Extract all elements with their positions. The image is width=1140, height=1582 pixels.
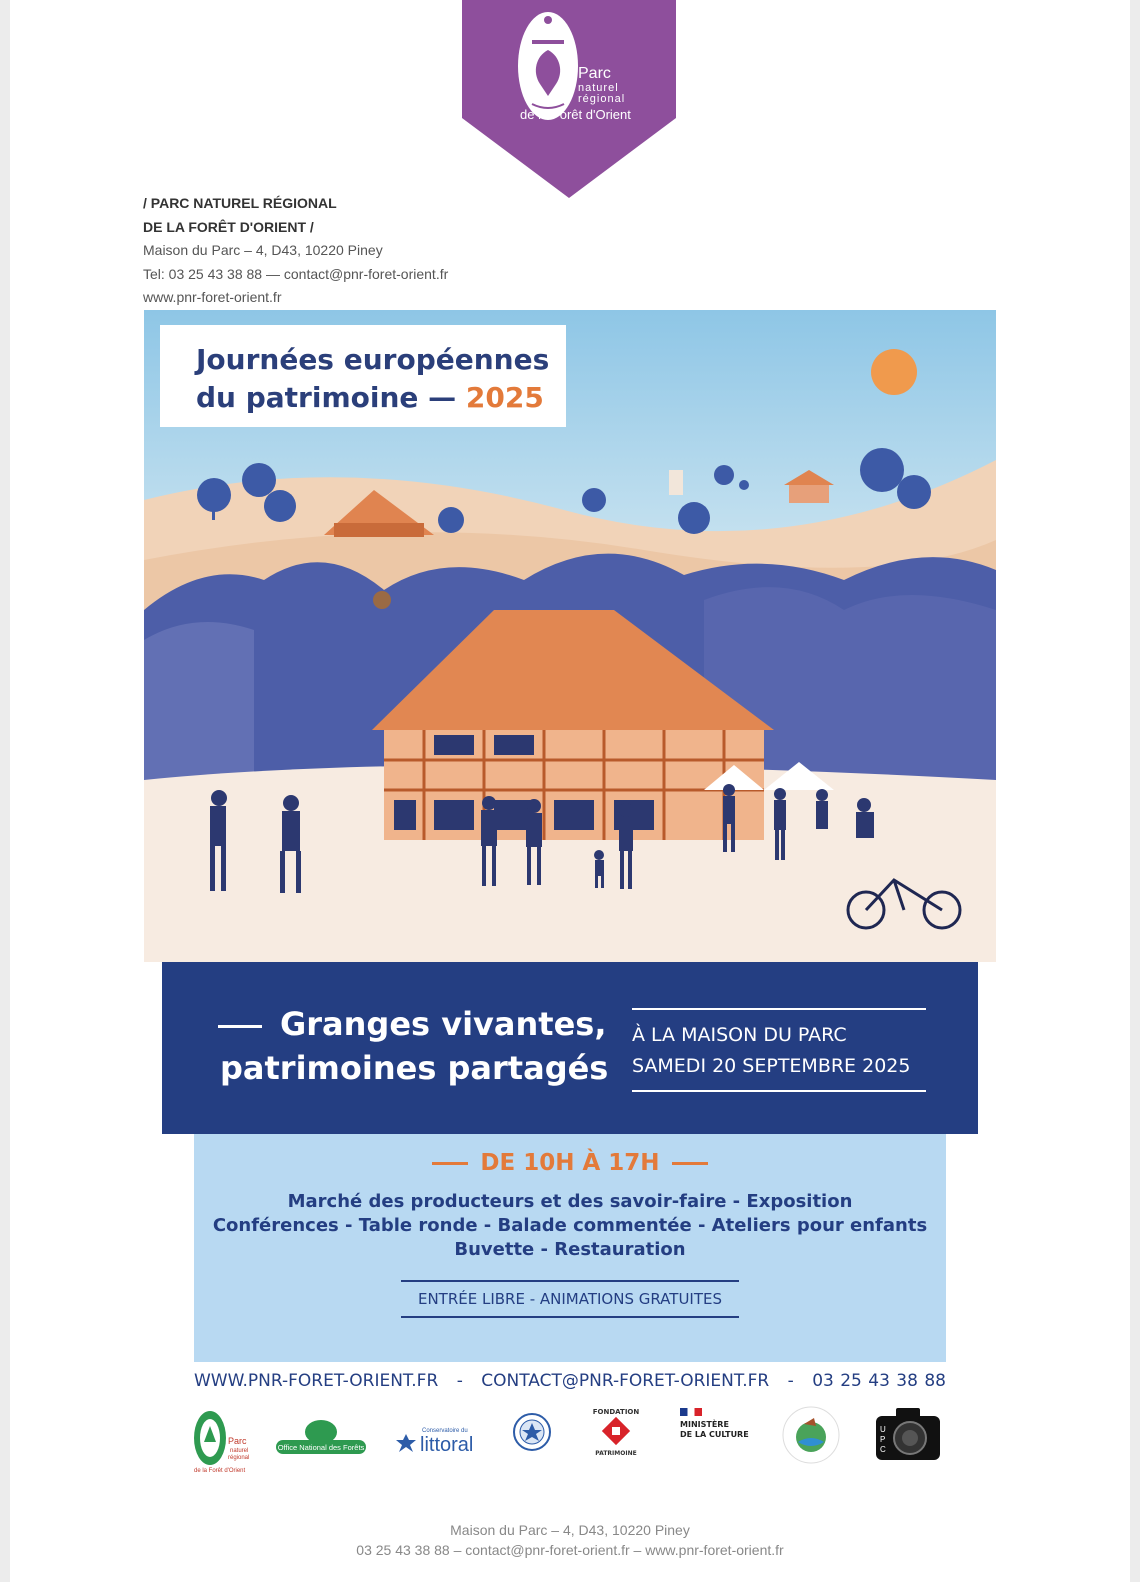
event-venue-date [632, 1008, 926, 1092]
event-theme-band [162, 962, 978, 1134]
poster-title-year: 2025 [465, 381, 544, 414]
ministere-culture-logo [680, 1408, 760, 1462]
fondation-icon [601, 1416, 631, 1446]
badge-line-4: de la Forêt d'Orient [520, 106, 631, 122]
sender-address [143, 192, 448, 310]
badge-line-1: Parc [578, 65, 611, 82]
svg-text:naturel: naturel [230, 1448, 249, 1454]
poster-title-box [160, 325, 566, 427]
poster-title-line-2-text: du patrimoine — [196, 381, 466, 414]
park-logo-badge [462, 0, 676, 200]
fondation-patrimoine-logo [588, 1408, 644, 1464]
parc-logo [194, 1410, 254, 1476]
org-name-line-1: / PARC NATUREL RÉGIONAL [143, 195, 337, 211]
ministere-line-2: DE LA CULTURE [680, 1430, 749, 1439]
event-theme-line-2: patrimoines partagés [220, 1049, 609, 1087]
poster-title-line-1: Journées européennes [196, 343, 550, 376]
camera-icon [874, 1406, 942, 1462]
french-flag-icon [680, 1408, 702, 1416]
dash-decoration-right [672, 1162, 708, 1165]
svg-text:de la Forêt d'Orient: de la Forêt d'Orient [194, 1468, 246, 1474]
littoral-logo [396, 1420, 492, 1460]
website-link[interactable]: www.pnr-foret-orient.fr [143, 289, 282, 305]
svg-text:Parc: Parc [228, 1436, 247, 1446]
badge-line-3: régional [578, 93, 626, 106]
contact-separator: - [456, 1371, 463, 1391]
contact-line [0, 1371, 1140, 1391]
poster-title-line-2 [196, 379, 566, 417]
event-poster-illustration [144, 310, 996, 962]
footer-address: Maison du Parc – 4, D43, 10220 Piney [450, 1522, 690, 1538]
dash-decoration-left [432, 1162, 468, 1165]
footer-contact: 03 25 43 38 88 – contact@pnr-foret-orient.fr – www.pnr-foret-orient.fr [356, 1542, 784, 1558]
seal-icon [512, 1412, 552, 1452]
activities-line-1: Marché des producteurs et des savoir-faire - Exposition [287, 1191, 853, 1212]
onf-logo-icon [274, 1418, 368, 1458]
free-entry-label: ENTRÉE LIBRE - ANIMATIONS GRATUITES [401, 1280, 739, 1318]
tel-email-line[interactable]: Tel: 03 25 43 38 88 — contact@pnr-foret-orient.fr [143, 265, 449, 282]
contact-website-link[interactable]: WWW.PNR-FORET-ORIENT.FR [194, 1371, 439, 1391]
event-venue: À LA MAISON DU PARC [632, 1024, 847, 1046]
contact-email-link[interactable]: CONTACT@PNR-FORET-ORIENT.FR [481, 1371, 770, 1391]
event-activities [194, 1190, 946, 1262]
activities-line-2: Conférences - Table ronde - Balade commentée - Ateliers pour enfants [212, 1215, 928, 1236]
svg-text:Conservatoire du: Conservatoire du [422, 1428, 468, 1434]
event-theme-line-1: Granges vivantes, [280, 1005, 607, 1043]
fondation-label: FONDATION [592, 1408, 640, 1416]
badge-text [520, 65, 631, 122]
svg-text:Office National des Forêts: Office National des Forêts [277, 1443, 365, 1452]
svg-text:littoral: littoral [420, 1434, 474, 1456]
activities-line-3: Buvette - Restauration [454, 1239, 686, 1260]
dash-decoration [218, 1025, 262, 1028]
svg-text:C: C [880, 1445, 886, 1454]
svg-text:régional: régional [228, 1455, 250, 1461]
ministere-line-1: MINISTÈRE [680, 1420, 729, 1429]
page-footer [0, 1520, 1140, 1560]
patrimoine-label: PATRIMOINE [595, 1450, 637, 1457]
event-info-panel [194, 1134, 946, 1362]
svg-text:P: P [880, 1435, 886, 1444]
event-theme-title [220, 1002, 608, 1090]
event-theme-title-row-1 [220, 1002, 608, 1046]
federation-seal-icon [512, 1412, 552, 1452]
amis-du-parc-icon [780, 1404, 842, 1466]
svg-text:U: U [880, 1425, 886, 1434]
contact-separator: - [787, 1371, 794, 1391]
partner-logos [0, 1404, 1140, 1484]
event-hours-text: DE 10H À 17H [480, 1150, 660, 1176]
badge-line-2: naturel [578, 81, 619, 94]
event-date: SAMEDI 20 SEPTEMBRE 2025 [632, 1055, 911, 1077]
contact-phone: 03 25 43 38 88 [812, 1371, 946, 1391]
parc-logo-icon [194, 1410, 254, 1476]
upc-camera-logo [874, 1406, 942, 1462]
littoral-logo-icon [396, 1420, 492, 1460]
onf-logo [274, 1418, 368, 1458]
address-line: Maison du Parc – 4, D43, 10220 Piney [143, 242, 383, 258]
org-name-line-2: DE LA FORÊT D'ORIENT / [143, 218, 314, 235]
amis-du-parc-logo [780, 1404, 842, 1466]
event-hours [194, 1150, 946, 1176]
